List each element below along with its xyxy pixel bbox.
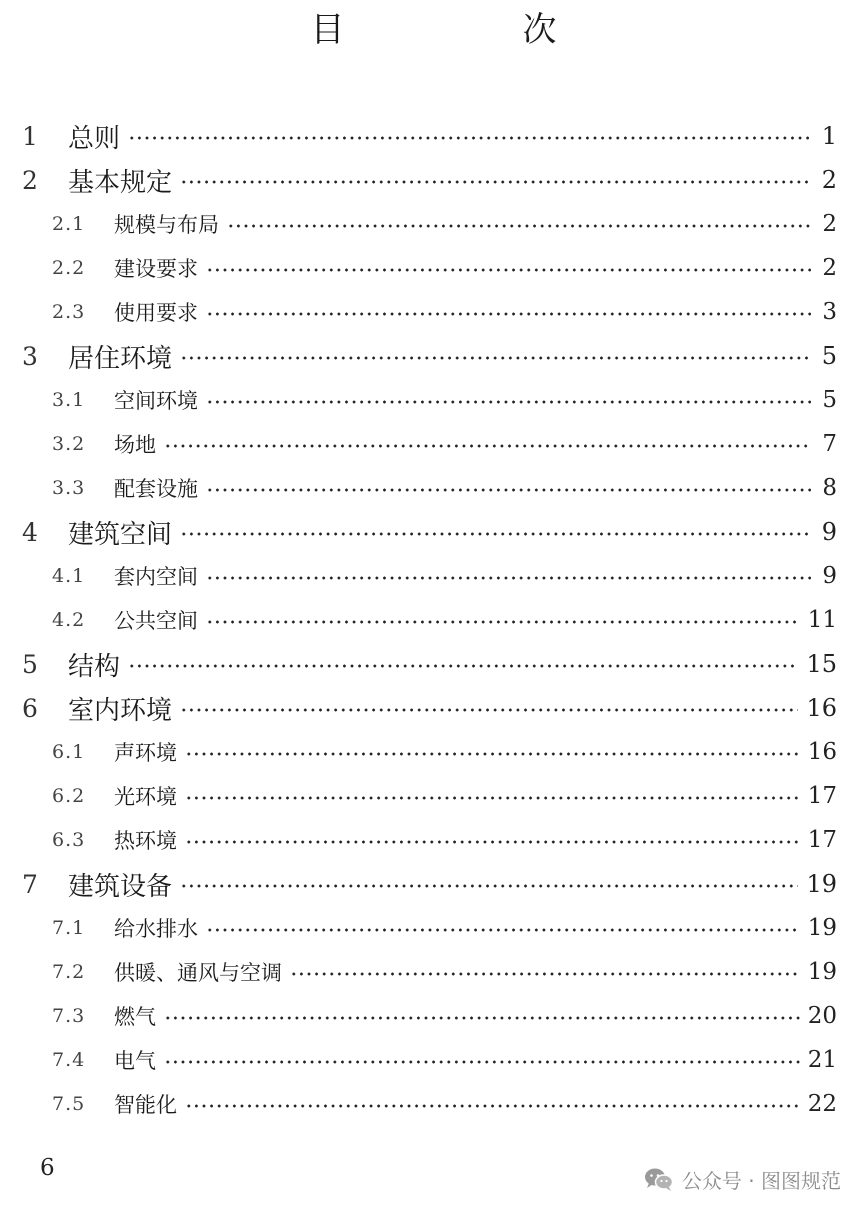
wechat-icon: [644, 1167, 674, 1193]
page-title: 目 次: [310, 10, 629, 50]
toc-section-number: 7.2: [52, 961, 86, 983]
toc-section-number: 4.2: [52, 609, 86, 631]
toc-section-number: 1: [22, 121, 38, 151]
toc-page-number: 20: [807, 1003, 837, 1029]
toc-section-number: 2.3: [52, 301, 86, 323]
toc-section-title: 室内环境: [68, 695, 173, 726]
toc-entry[interactable]: [0, 950, 867, 994]
toc-entry[interactable]: [0, 158, 867, 202]
dot-leader: [185, 751, 800, 757]
toc-entry[interactable]: [0, 642, 867, 686]
toc-entry[interactable]: [0, 906, 867, 950]
toc-section-number: 2.2: [52, 257, 86, 279]
dot-leader: [206, 927, 800, 933]
toc-section-number: 3.1: [52, 389, 86, 411]
toc-section-number: 3: [22, 341, 38, 371]
dot-leader: [227, 223, 811, 229]
toc-page-number: 1: [821, 122, 837, 150]
toc-section-number: 4: [22, 517, 38, 547]
watermark: [644, 1165, 841, 1194]
toc-section-number: 6.3: [52, 829, 86, 851]
toc-page-number: 2: [821, 166, 837, 194]
toc-section-title: 燃气: [114, 1005, 156, 1029]
dot-leader: [206, 575, 811, 581]
toc-page-number: 8: [822, 475, 837, 501]
toc-entry[interactable]: [0, 994, 867, 1038]
toc-entry[interactable]: [0, 686, 867, 730]
toc-page-number: 19: [807, 915, 837, 941]
toc-entry[interactable]: [0, 202, 867, 246]
toc-section-title: 给水排水: [114, 917, 198, 941]
toc-entry[interactable]: [0, 114, 867, 158]
toc-page-number: 21: [807, 1047, 837, 1073]
toc-section-title: 公共空间: [114, 609, 198, 633]
toc-section-title: 空间环境: [114, 389, 198, 413]
dot-leader: [164, 1059, 800, 1065]
dot-leader: [180, 179, 811, 185]
toc-page-number: 16: [806, 694, 837, 722]
toc-section-title: 声环境: [114, 741, 177, 765]
dot-leader: [180, 707, 798, 713]
toc-section-title: 配套设施: [114, 477, 198, 501]
toc-section-title: 总则: [68, 123, 121, 154]
dot-leader: [128, 135, 811, 141]
toc-page-number: 22: [807, 1091, 837, 1117]
toc-entry[interactable]: [0, 818, 867, 862]
toc-section-title: 规模与布局: [114, 213, 219, 237]
dot-leader: [128, 663, 798, 669]
dot-leader: [164, 443, 811, 449]
toc-entry[interactable]: [0, 774, 867, 818]
dot-leader: [185, 1103, 800, 1109]
toc-section-title: 电气: [114, 1049, 156, 1073]
toc-page-number: 2: [822, 255, 837, 281]
toc-page-number: 2: [822, 211, 837, 237]
toc-page-number: 5: [821, 342, 837, 370]
dot-leader: [180, 883, 798, 889]
toc-entry[interactable]: [0, 554, 867, 598]
toc-section-title: 供暖、通风与空调: [114, 961, 282, 985]
dot-leader: [185, 795, 800, 801]
toc-section-number: 3.2: [52, 433, 86, 455]
toc-page-number: 15: [806, 650, 837, 678]
toc-entry[interactable]: [0, 466, 867, 510]
toc-section-title: 热环境: [114, 829, 177, 853]
toc-section-title: 建筑空间: [68, 519, 173, 550]
toc-section-title: 光环境: [114, 785, 177, 809]
toc-page-number: 7: [822, 431, 837, 457]
toc-section-number: 7.1: [52, 917, 86, 939]
toc-section-number: 6.2: [52, 785, 86, 807]
toc-page-number: 17: [807, 783, 837, 809]
toc-section-title: 居住环境: [68, 343, 173, 374]
toc-entry[interactable]: [0, 862, 867, 906]
toc-entry[interactable]: [0, 1082, 867, 1126]
footer-page-number: 6: [40, 1155, 55, 1181]
toc-entry[interactable]: [0, 246, 867, 290]
toc-page-number: 19: [807, 959, 837, 985]
toc-section-title: 建设要求: [114, 257, 198, 281]
dot-leader: [180, 355, 811, 361]
toc-section-number: 5: [22, 649, 38, 679]
toc-section-number: 7.3: [52, 1005, 86, 1027]
toc-page-number: 17: [807, 827, 837, 853]
toc-section-number: 3.3: [52, 477, 86, 499]
toc-section-number: 7: [22, 869, 38, 899]
toc-page-number: 9: [822, 563, 837, 589]
toc-section-title: 智能化: [114, 1093, 177, 1117]
dot-leader: [206, 399, 811, 405]
dot-leader: [206, 311, 811, 317]
toc-section-number: 2.1: [52, 213, 86, 235]
toc-page-number: 5: [822, 387, 837, 413]
toc-entry[interactable]: [0, 598, 867, 642]
toc-entry[interactable]: [0, 422, 867, 466]
toc-section-title: 使用要求: [114, 301, 198, 325]
toc-entry[interactable]: [0, 730, 867, 774]
toc-page-number: 16: [807, 739, 837, 765]
toc-page-number: 3: [822, 299, 837, 325]
dot-leader: [180, 531, 811, 537]
toc-section-number: 6: [22, 693, 38, 723]
dot-leader: [206, 267, 811, 273]
toc-section-number: 7.5: [52, 1093, 86, 1115]
dot-leader: [206, 619, 800, 625]
toc-entry[interactable]: [0, 290, 867, 334]
toc-page-number: 9: [821, 518, 837, 546]
toc-entry[interactable]: [0, 334, 867, 378]
toc-section-number: 6.1: [52, 741, 86, 763]
dot-leader: [290, 971, 800, 977]
toc-entry[interactable]: [0, 1038, 867, 1082]
toc-section-number: 7.4: [52, 1049, 86, 1071]
toc-page-number: 19: [806, 870, 837, 898]
toc-section-title: 结构: [68, 651, 121, 682]
dot-leader: [206, 487, 811, 493]
toc-section-number: 2: [22, 165, 38, 195]
toc-entry[interactable]: [0, 378, 867, 422]
toc-section-title: 场地: [114, 433, 156, 457]
toc-section-title: 套内空间: [114, 565, 198, 589]
dot-leader: [185, 839, 800, 845]
watermark-text: 公众号 · 图图规范: [681, 1169, 841, 1193]
dot-leader: [164, 1015, 800, 1021]
toc-section-title: 建筑设备: [68, 871, 173, 902]
toc-page-number: 11: [807, 607, 837, 633]
toc-section-title: 基本规定: [68, 167, 173, 198]
toc-entry[interactable]: [0, 510, 867, 554]
toc-section-number: 4.1: [52, 565, 86, 587]
table-of-contents: [0, 114, 867, 1126]
